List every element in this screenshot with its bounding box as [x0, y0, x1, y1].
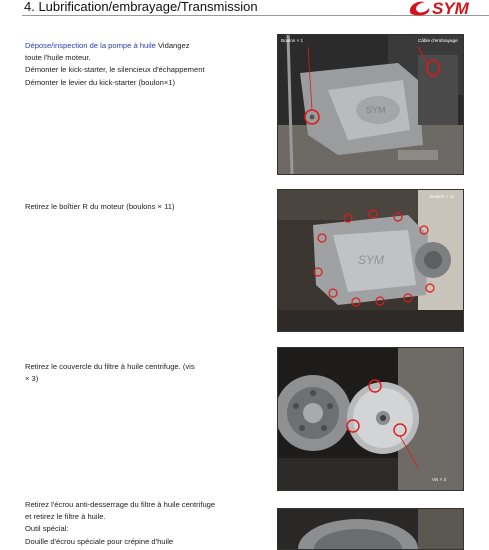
- photo-label-bolts: Boulon × 11: [430, 194, 455, 199]
- photo-label-bolt: Boulon × 1: [281, 38, 304, 43]
- photo-oil-filter-cover: [277, 347, 464, 491]
- instruction-text: Retirez le boîtier R du moteur (boulons × 11): [25, 202, 175, 211]
- photo-kickstarter: [277, 34, 464, 175]
- section-oil-pump: [25, 40, 265, 89]
- instruction-text: Retirez l'écrou anti-desserrage du filtre à huile centrifuge: [25, 500, 216, 509]
- instruction-text: Retirez le couvercle du filtre à huile centrifuge. (vis: [25, 362, 195, 371]
- instruction-text: × 3): [25, 374, 39, 384]
- section-line: [25, 40, 265, 52]
- instruction-text: Outil spécial:: [25, 524, 69, 534]
- photo-label-cable: Câble d'embrayage: [418, 38, 458, 43]
- section-centrifugal-cover: [25, 361, 225, 385]
- sym-logo: [405, 0, 489, 20]
- page-title: 4. Lubrification/embrayage/Transmission: [24, 0, 258, 14]
- instruction-text: Démonter le levier du kick-starter (boulon×1): [25, 77, 176, 87]
- page-header: [0, 0, 489, 16]
- instruction-text: Démonter le kick-starter, le silencieux d'échappement: [25, 65, 205, 75]
- instruction-text: toute l'huile moteur.: [25, 53, 91, 63]
- instruction-text: Douille d'écrou spéciale pour crépine d'huile: [25, 536, 174, 546]
- svg-text:SYM: SYM: [366, 105, 386, 115]
- logo-text: SYM: [432, 0, 469, 18]
- section-filter-nut: [25, 499, 275, 548]
- instruction-text: Vidangez: [158, 41, 190, 50]
- oil-pump-link[interactable]: Dépose/inspection de la pompe à huile: [25, 41, 156, 50]
- section-case-r: [25, 201, 265, 213]
- svg-text:SYM: SYM: [358, 253, 385, 267]
- photo-engine-case: [277, 189, 464, 332]
- photo-label-screws: Vis × 3: [432, 477, 447, 482]
- instruction-text: et retirez le filtre à huile.: [25, 512, 106, 522]
